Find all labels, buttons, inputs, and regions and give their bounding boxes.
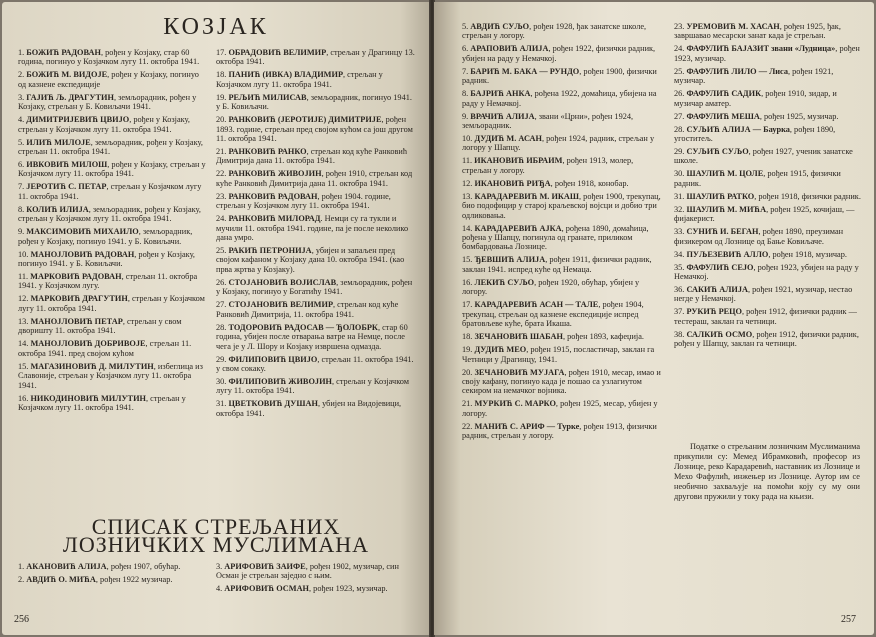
list-entry <box>216 147 416 166</box>
list-entry <box>216 300 416 319</box>
entry-text: , рођен 1925, кочијаш, — фијакерист. <box>674 204 855 224</box>
entry-number: 17. <box>462 300 475 310</box>
entry-text: , рођен 1907, обућар. <box>106 562 181 571</box>
list-entry <box>18 294 208 313</box>
entry-name: МАНОЈЛОВИЋ ПЕТАР <box>30 316 123 326</box>
list-entry <box>462 112 662 131</box>
entry-name: КАРАДАРЕВИЋ АЈКА <box>474 223 562 233</box>
acknowledgement-note: Податке о стрељаним лозничким Муслиманима прикупили су: Мемед Ибрамковић, професор из Лознице, реко Карадаревић, наставник из Лознице и Мехо Фафулић, инжењер из Лознице. Аутор им се необично захваљује на помоћи коју су му они другови пружили у току рада на књизи. <box>674 442 860 502</box>
list-entry <box>674 205 862 224</box>
entry-text: , рођен 1893, кафеџија. <box>562 332 644 342</box>
entry-name: ТОДОРОВИЋ РАДОСАВ — ЂОЛОБРК <box>228 322 378 332</box>
entry-number: 8. <box>18 204 27 214</box>
entry-text: , стрељан у Козјачком лугу 11. октобра 1941. <box>216 70 383 89</box>
left-page <box>2 2 430 635</box>
entry-text: , рођен 1913, физички радник, стрељан у логору. <box>462 421 657 441</box>
entry-text: , рођен 1925, месар, убијен у логору. <box>462 399 658 418</box>
list-entry <box>18 227 208 246</box>
entry-name: СТОЈАНОВИЋ ВЕЛИМИР <box>228 300 334 310</box>
list-entry <box>674 125 862 144</box>
entry-number: 33. <box>674 227 687 237</box>
entry-text: , рођена 1922, домаћица, убијена на раду у Немачкој. <box>462 89 657 108</box>
entry-name: МАРКОВИЋ РАДОВАН <box>30 272 122 282</box>
entry-number: 14. <box>18 339 31 349</box>
entry-text: , рођен 1925, музичар. <box>759 111 839 121</box>
list-entry <box>674 307 862 326</box>
entry-text: , рођен у Козјаку, стар 60 година, погинуо у Козјачком лугу 11. октобра 1941. <box>18 48 200 67</box>
section-title-line1: СПИСАК СТРЕЉАНИХ <box>91 514 341 539</box>
entry-name: ДИМИТРИЈЕВИЋ ЦВИЈО <box>26 115 130 125</box>
entry-text: , стрељан у Козјачком лугу 11. октобра 1941. <box>18 182 202 201</box>
list-entry <box>674 250 862 259</box>
entry-number: 36. <box>674 285 687 295</box>
list-entry <box>462 345 662 364</box>
entry-text: , рођен 1902, музичар, син Осман је стрељан заједно с њим. <box>216 562 399 581</box>
entry-number: 32. <box>674 204 687 214</box>
entry-number: 20. <box>462 367 475 377</box>
entry-name: БОЖИЋ РАДОВАН <box>26 48 101 57</box>
list-entry <box>462 156 662 175</box>
left-column-2 <box>216 48 416 514</box>
entry-text: , рођена 1890, домаћица, рођена у Шапцу, погинула од гранате, приликом бомбардовања Лознице. <box>462 223 649 252</box>
right-column-1 <box>462 22 662 612</box>
list-entry <box>216 355 416 374</box>
list-entry <box>18 115 208 134</box>
entry-text: , рођен 1900, трекупац, био подофицир у старој краљевској војсци и добио три одликовања. <box>462 191 661 220</box>
entry-text: , убијен на Видојевици, октобра 1941. <box>216 399 402 418</box>
entry-name: РЕЉИЋ МИЛИСАВ <box>228 92 307 102</box>
left-column-1 <box>18 48 208 514</box>
entry-number: 25. <box>674 66 687 76</box>
entry-name: СУНИЋ И. БЕГАН <box>686 227 759 237</box>
entry-text: , рођен 1924, радник, стрељан у логору у Шапцу. <box>462 134 655 153</box>
list-entry <box>216 115 416 143</box>
entry-name: ИКАНОВИЋ ИБРАИМ <box>474 156 563 166</box>
list-entry <box>216 584 416 593</box>
entry-text: , стрељан у свом дворишту 11. октобра 1941. <box>18 316 182 336</box>
list-entry <box>462 422 662 441</box>
entry-name: НИКОДИНОВИЋ МИЛУТИН <box>30 393 146 403</box>
entry-text: , рођен 1922, физички радник, убијен на раду у Немачкој. <box>462 44 656 63</box>
entry-text: , звани «Црни», рођен 1924, земљорадник. <box>462 111 634 131</box>
entry-number: 15. <box>462 255 475 265</box>
entry-number: 5. <box>462 22 471 31</box>
entry-number: 25. <box>216 246 229 256</box>
entry-name: ДУДИЋ М. АСАН <box>474 134 542 144</box>
right-column-2 <box>674 22 862 430</box>
list-entry <box>216 48 416 67</box>
entry-text: , земљорадник, рођен у Козјаку, стрељан у Б. Ковиљачи 1941. <box>18 92 197 112</box>
entry-number: 35. <box>674 262 687 272</box>
entry-text: , рођен 1923, убијен на раду у Немачкој. <box>674 262 859 282</box>
entry-number: 24. <box>216 214 229 224</box>
section-title-line2: ЛОЗНИЧКИХ МУСЛИМАНА <box>62 532 370 557</box>
entry-text: , рођен 1918, физички радник. <box>754 191 861 201</box>
entry-text: , земљорадник, рођен у Козјаку, стрељан у Козјачком лугу 11. октобра 1941. <box>18 204 201 224</box>
entry-text: , стрељан у Козјачком лугу 11. октобра 1941. <box>18 294 205 313</box>
entry-number: 12. <box>18 294 31 304</box>
entry-number: 16. <box>18 393 31 403</box>
entry-number: 21. <box>462 399 475 409</box>
list-entry <box>216 246 416 274</box>
entry-name: МАГАЗИНОВИЋ Д. МИЛУТИН <box>30 361 154 371</box>
list-entry <box>216 93 416 112</box>
list-entry <box>216 192 416 211</box>
entry-name: ОБРАДОВИЋ ВЕЛИМИР <box>228 48 327 57</box>
entry-text: , рођен у Козјаку, стрељан у Козјачком лугу 11. октобра 1941. <box>18 115 190 134</box>
entry-number: 6. <box>462 44 471 54</box>
entry-number: 6. <box>18 160 27 170</box>
entry-text: , рођен 1921, музичар, нестао негде у Немачкој. <box>674 285 853 304</box>
entry-number: 26. <box>216 277 229 287</box>
entry-number: 1. <box>18 562 27 571</box>
entry-text: , стрељан 11. октобра 1941. пред својом кућом <box>18 339 192 358</box>
entry-number: 10. <box>462 134 475 144</box>
list-entry <box>18 138 208 157</box>
list-entry <box>216 169 416 188</box>
entry-name: ФИЛИПОВИЋ ЖИВОЈИН <box>228 376 332 386</box>
entry-text: , рођен у Козјаку, стрељан у Козјачком лугу 11. октобра 1941. <box>18 160 206 179</box>
entry-text: . Немци су га тукли и мучили 11. октобра 1941. године, па је после неколико дана умро. <box>216 214 409 243</box>
entry-name: АРИФОВИЋ ЗАИФЕ <box>224 562 306 571</box>
entry-text: , рођен 1893. године, стрељан пред својом кућом са још другом 11. октобра 1941. <box>216 115 413 144</box>
list-entry <box>674 89 862 108</box>
entry-name: ГАЈИЋ Љ. ДРАГУТИН <box>26 92 114 102</box>
entry-name: ФИЛИПОВИЋ ЦВИЈО <box>228 354 318 364</box>
list-entry <box>462 399 662 418</box>
entry-name: ИЛИЋ МИЛОЈЕ <box>26 137 91 147</box>
list-entry <box>18 93 208 112</box>
entry-name: ФАФУЛИЋ САДИК <box>686 89 762 99</box>
entry-text: , стрељан у Козјачком лугу 11. октобра 1941. <box>216 376 410 396</box>
entry-name: АКАНОВИЋ АЛИЈА <box>26 562 107 571</box>
entry-text: , рођен 1890, преузиман физикером од Лознице од Бање Ковиљаче. <box>674 227 844 246</box>
list-entry <box>18 394 208 413</box>
entry-number: 22. <box>462 421 475 431</box>
entry-name: САЛКИЋ ОСМО <box>686 329 753 339</box>
list-entry <box>18 362 208 390</box>
entry-name: МАНОЈЛОВИЋ РАДОВАН <box>30 249 135 259</box>
entry-number: 23. <box>674 22 687 31</box>
entry-number: 11. <box>462 156 475 166</box>
entry-text: , рођен 1904, трекупац, стрељан од казнене експедиције испред братовљеве куће, брата Икаша. <box>462 300 644 329</box>
entry-number: 23. <box>216 191 229 201</box>
list-entry <box>18 182 208 201</box>
entry-text: , рођен 1921, музичар. <box>674 66 834 86</box>
entry-text: , стрељан 11. октобра 1941. у свом сокаку. <box>216 354 414 373</box>
entry-name: КАРАДАРЕВИЋ М. ИКАШ <box>474 191 580 201</box>
entry-text: , стар 60 година, убијен после отварања ватре на Немце, после чега је у Л. Шору и Козјаку извршена одмазда. <box>216 322 408 351</box>
entry-number: 18. <box>216 70 229 80</box>
entry-number: 3. <box>216 562 225 571</box>
entry-number: 2. <box>18 70 27 80</box>
list-entry <box>674 330 862 349</box>
list-entry <box>462 44 662 63</box>
entry-name: МУРКИЋ С. МАРКО <box>474 399 556 409</box>
entry-name: ВРАЧИЋ АЛИЈА <box>470 111 535 121</box>
entry-number: 13. <box>18 316 31 326</box>
entry-name: ЦВЕТКОВИЋ ДУШАН <box>228 399 318 409</box>
entry-text: , рођен 1923, музичар. <box>309 584 388 594</box>
list-entry <box>462 300 662 328</box>
entry-name: БАРИЋ М. БАКА — РУНДО <box>470 66 580 76</box>
list-entry <box>674 112 862 121</box>
entry-text: , земљорадник, рођен у Козјаку, стрељан 11. октобра 1941. <box>18 137 203 157</box>
entry-number: 9. <box>462 111 471 121</box>
entry-text: , рођен 1904. године, стрељан у Козјачком лугу 11. октобра 1941. <box>216 191 391 211</box>
entry-text: , рођен у Козјаку, погинуо 1941. у Б. Ковиљачи. <box>18 249 195 269</box>
left-column-3 <box>18 562 208 618</box>
entry-name: РАНКОВИЋ (ЈЕРОТИЈЕ) ДИМИТРИЈЕ <box>228 115 382 125</box>
list-entry <box>18 70 208 89</box>
list-entry <box>462 179 662 188</box>
entry-number: 9. <box>18 227 27 237</box>
list-entry <box>216 323 416 351</box>
list-entry <box>674 227 862 246</box>
entry-text: , рођен 1911, физички радник, заклан 1941. испред куће од Немаца. <box>462 255 652 274</box>
entry-number: 12. <box>462 178 475 188</box>
list-entry <box>462 278 662 297</box>
entry-name: ПУЉЕЗЕВИЋ АЛЛО <box>686 249 769 259</box>
entry-text: , убијен и запаљен пред својом кафаном у Козјаку дана 10. октобра 1941. (као прва жртва у Козјаку). <box>216 246 405 274</box>
entry-number: 20. <box>216 115 229 125</box>
list-entry <box>462 255 662 274</box>
entry-number: 14. <box>462 223 475 233</box>
list-entry <box>462 134 662 153</box>
entry-number: 31. <box>674 191 687 201</box>
entry-number: 19. <box>462 345 475 355</box>
right-page <box>434 2 874 635</box>
entry-text: , земљорадник, рођен у Козјаку, погинуо у Богатићу 1941. <box>216 277 413 297</box>
entry-text: , рођен 1912, физички радник — тестераш, заклан га четници. <box>674 307 857 326</box>
entry-text: , рођен 1920, обућар, убијен у логору. <box>462 277 640 297</box>
entry-name: ФАФУЛИЋ СЕЈО <box>686 262 754 272</box>
entry-name: ФАФУЛИЋ ЛИЛО — Лиса <box>686 66 788 76</box>
list-entry <box>18 160 208 179</box>
list-entry <box>674 169 862 188</box>
entry-number: 4. <box>18 115 27 125</box>
entry-name: МАКСИМОВИЋ МИХАИЛО <box>26 227 139 237</box>
entry-number: 11. <box>18 272 31 282</box>
entry-name: УРЕМОВИЋ М. ХАСАН <box>686 22 780 31</box>
list-entry <box>462 89 662 108</box>
entry-number: 8. <box>462 89 471 99</box>
entry-text: , рођен 1915, физички радник. <box>674 169 841 188</box>
entry-number: 7. <box>18 182 27 192</box>
list-entry <box>18 205 208 224</box>
entry-number: 26. <box>674 89 687 99</box>
list-entry <box>462 224 662 252</box>
entry-name: РАНКОВИЋ РАДОВАН <box>228 191 318 201</box>
list-entry <box>18 48 208 67</box>
entry-text: , рођен 1910, зидар, и музичар аматер. <box>674 89 837 108</box>
entry-name: РАКИЋ ПЕТРОНИЈА <box>228 246 312 256</box>
entry-name: РУКИЋ РЕЦО <box>686 307 742 317</box>
entry-number: 30. <box>674 169 687 179</box>
entry-number: 37. <box>674 307 687 317</box>
list-entry <box>18 562 208 571</box>
entry-name: КАРАДАРЕВИЋ АСАН — ТАЛЕ <box>474 300 599 310</box>
entry-number: 27. <box>216 300 229 310</box>
entry-text: , рођен 1910, месар, имао и своју кафану, погинуо када је пошао са узлагиутом секиром на немачког војника. <box>462 367 661 396</box>
entry-text: , рођен 1928, ђак занатске школе, стрељан у логору. <box>462 22 647 41</box>
entry-number: 5. <box>18 137 27 147</box>
entry-name: ИВКОВИЋ МИЛОШ <box>26 160 108 170</box>
entry-name: РАНКОВИЋ МИЛОРАД <box>228 214 321 224</box>
entry-text: , стрељан у Драгинцу 13. октобра 1941. <box>216 48 415 67</box>
entry-number: 1. <box>18 48 27 57</box>
entry-name: МАРКОВИЋ ДРАГУТИН <box>30 294 128 304</box>
entry-text: , стрељан код куће Ранковић Димитрија, 11. октобра 1941. <box>216 300 399 319</box>
entry-number: 18. <box>462 332 475 342</box>
entry-text: , рођен 1912, физички радник, рођен у Шапцу, заклан га четници. <box>674 329 859 349</box>
entry-number: 24. <box>674 44 687 54</box>
entry-text: , избеглица из Славоније, стрељан у Козјачком лугу 11. октобра 1941. <box>18 361 203 390</box>
page-title: КОЗЈАК <box>163 14 269 40</box>
entry-number: 27. <box>674 111 687 121</box>
list-entry <box>462 368 662 396</box>
entry-name: ЈЕРОТИЋ С. ПЕТАР <box>26 182 107 192</box>
entry-number: 34. <box>674 249 687 259</box>
entry-text: , рођен 1922 музичар. <box>95 575 173 584</box>
entry-text: , стрељан у Козјачком лугу 11. октобра 1941. <box>18 393 186 412</box>
list-entry <box>674 67 862 86</box>
entry-name: МАНИЋ С. АРИФ — Турке <box>474 421 580 431</box>
list-entry <box>674 147 862 166</box>
entry-number: 30. <box>216 376 229 386</box>
entry-name: ДУДИЋ МЕО <box>474 345 527 355</box>
entry-name: ШАУЛИЋ РАТКО <box>686 191 755 201</box>
list-entry <box>674 263 862 282</box>
entry-text: , стрељан 11. октобра 1941. у Козјачком лугу. <box>18 272 198 291</box>
entry-name: БАЈРИЋ АНКА <box>470 89 531 99</box>
list-entry <box>462 67 662 86</box>
entry-number: 29. <box>674 147 687 157</box>
entry-name: АРИФОВИЋ ОСМАН <box>224 584 310 594</box>
entry-name: РАНКОВИЋ ЖИВОЈИН <box>228 169 322 179</box>
entry-name: КОЛИЋ ИЛИЈА <box>26 204 89 214</box>
entry-name: ЗЕЧАНОВИЋ ШАБАН <box>474 332 563 342</box>
entry-number: 7. <box>462 66 471 76</box>
entry-number: 29. <box>216 354 229 364</box>
entry-name: ШАУЛИЋ М. МИЋА <box>686 204 767 214</box>
entry-number: 17. <box>216 48 229 57</box>
list-entry <box>18 272 208 291</box>
entry-name: ФАФУЛИЋ БАЈАЗИТ звани «Лудница» <box>686 44 836 54</box>
list-entry <box>462 332 662 341</box>
entry-text: , рођен 1925, ђак, завршавао месарски занат када је стрељан. <box>674 22 841 41</box>
list-entry <box>674 44 862 63</box>
list-entry <box>674 22 862 41</box>
list-entry <box>216 278 416 297</box>
page-number-right: 257 <box>841 614 856 625</box>
entry-text: , рођен 1900, физички радник. <box>462 66 657 86</box>
entry-text: , рођен 1890, угоститељ. <box>674 124 836 144</box>
entry-number: 31. <box>216 399 229 409</box>
entry-name: ЂЕВШИЋ АЛИЈА <box>474 255 546 265</box>
list-entry <box>18 250 208 269</box>
entry-name: АРАПОВИЋ АЛИЈА <box>470 44 549 54</box>
entry-text: , рођен у Козјаку, погинуо од казнене експедиције <box>18 70 199 89</box>
entry-number: 19. <box>216 92 229 102</box>
list-entry <box>216 70 416 89</box>
list-entry <box>216 562 416 581</box>
entry-text: , земљорадник, погинуо 1941. у Б. Ковиљачи. <box>216 92 412 112</box>
list-entry <box>216 377 416 396</box>
entry-text: , земљорадник, рођен у Козјаку, погинуо 1941. у Б. Ковиљачи. <box>18 227 193 246</box>
list-entry <box>18 339 208 358</box>
entry-text: , рођен 1915, посластичар, заклан га Четници у Драгинцу, 1941. <box>462 345 655 364</box>
entry-number: 21. <box>216 147 229 157</box>
entry-number: 2. <box>18 575 27 584</box>
entry-name: ШАУЛИЋ М. ЦОЛЕ <box>686 169 764 179</box>
entry-number: 28. <box>216 322 229 332</box>
entry-name: МАНОЈЛОВИЋ ДОБРИВОЈЕ <box>30 339 146 349</box>
entry-name: САКИЋ АЛИЈА <box>686 285 748 295</box>
entry-name: ЛЕКИЋ СУЉО <box>474 277 535 287</box>
entry-name: СУЉИЋ СУЉО <box>686 147 749 157</box>
entry-name: ЗЕЧАНОВИЋ МУЈАГА <box>474 367 565 377</box>
entry-name: ИКАНОВИЋ РИЂА <box>474 178 551 188</box>
entry-name: БОЖИЋ М. ВИДОЈЕ <box>26 70 108 80</box>
list-entry <box>216 214 416 242</box>
entry-number: 28. <box>674 124 687 134</box>
list-entry <box>674 285 862 304</box>
entry-text: , рођен 1927, ученик занатске школе. <box>674 147 853 166</box>
left-column-4 <box>216 562 416 618</box>
entry-name: СТОЈАНОВИЋ ВОЈИСЛАВ <box>228 277 337 287</box>
entry-number: 22. <box>216 169 229 179</box>
page-number-left: 256 <box>14 614 29 625</box>
list-entry <box>216 399 416 418</box>
list-entry <box>462 192 662 220</box>
entry-text: , рођен 1910, стрељан код куће Ранковић Димитрија дана 11. октобра 1941. <box>216 169 413 188</box>
entry-number: 3. <box>18 92 27 102</box>
entry-number: 13. <box>462 191 475 201</box>
entry-name: АВДИЋ О. МИЋА <box>26 575 96 584</box>
entry-text: , стрељан код куће Ранковић Димитрија дана 11. октобра 1941. <box>216 147 407 166</box>
entry-text: , рођен 1918, конобар. <box>550 178 629 188</box>
entry-name: ПАНИЋ (ИВКА) ВЛАДИМИР <box>228 70 344 80</box>
entry-number: 16. <box>462 277 475 287</box>
entry-name: АВДИЋ СУЉО <box>470 22 530 31</box>
entry-number: 4. <box>216 584 225 594</box>
entry-name: ФАФУЛИЋ МЕША <box>686 111 760 121</box>
list-entry <box>674 192 862 201</box>
list-entry <box>462 22 662 41</box>
entry-number: 15. <box>18 361 31 371</box>
entry-text: , рођен 1918, музичар. <box>768 249 847 259</box>
list-entry <box>18 317 208 336</box>
list-entry <box>18 575 208 584</box>
entry-number: 10. <box>18 249 31 259</box>
entry-number: 38. <box>674 329 687 339</box>
entry-name: РАНКОВИЋ РАНКО <box>228 147 307 157</box>
entry-name: СУЉИЋ АЛИЈА — Баурка <box>686 124 790 134</box>
entry-text: , рођен 1923, музичар. <box>674 44 860 63</box>
entry-text: , рођен 1913, молер, стрељан у логору. <box>462 156 634 175</box>
